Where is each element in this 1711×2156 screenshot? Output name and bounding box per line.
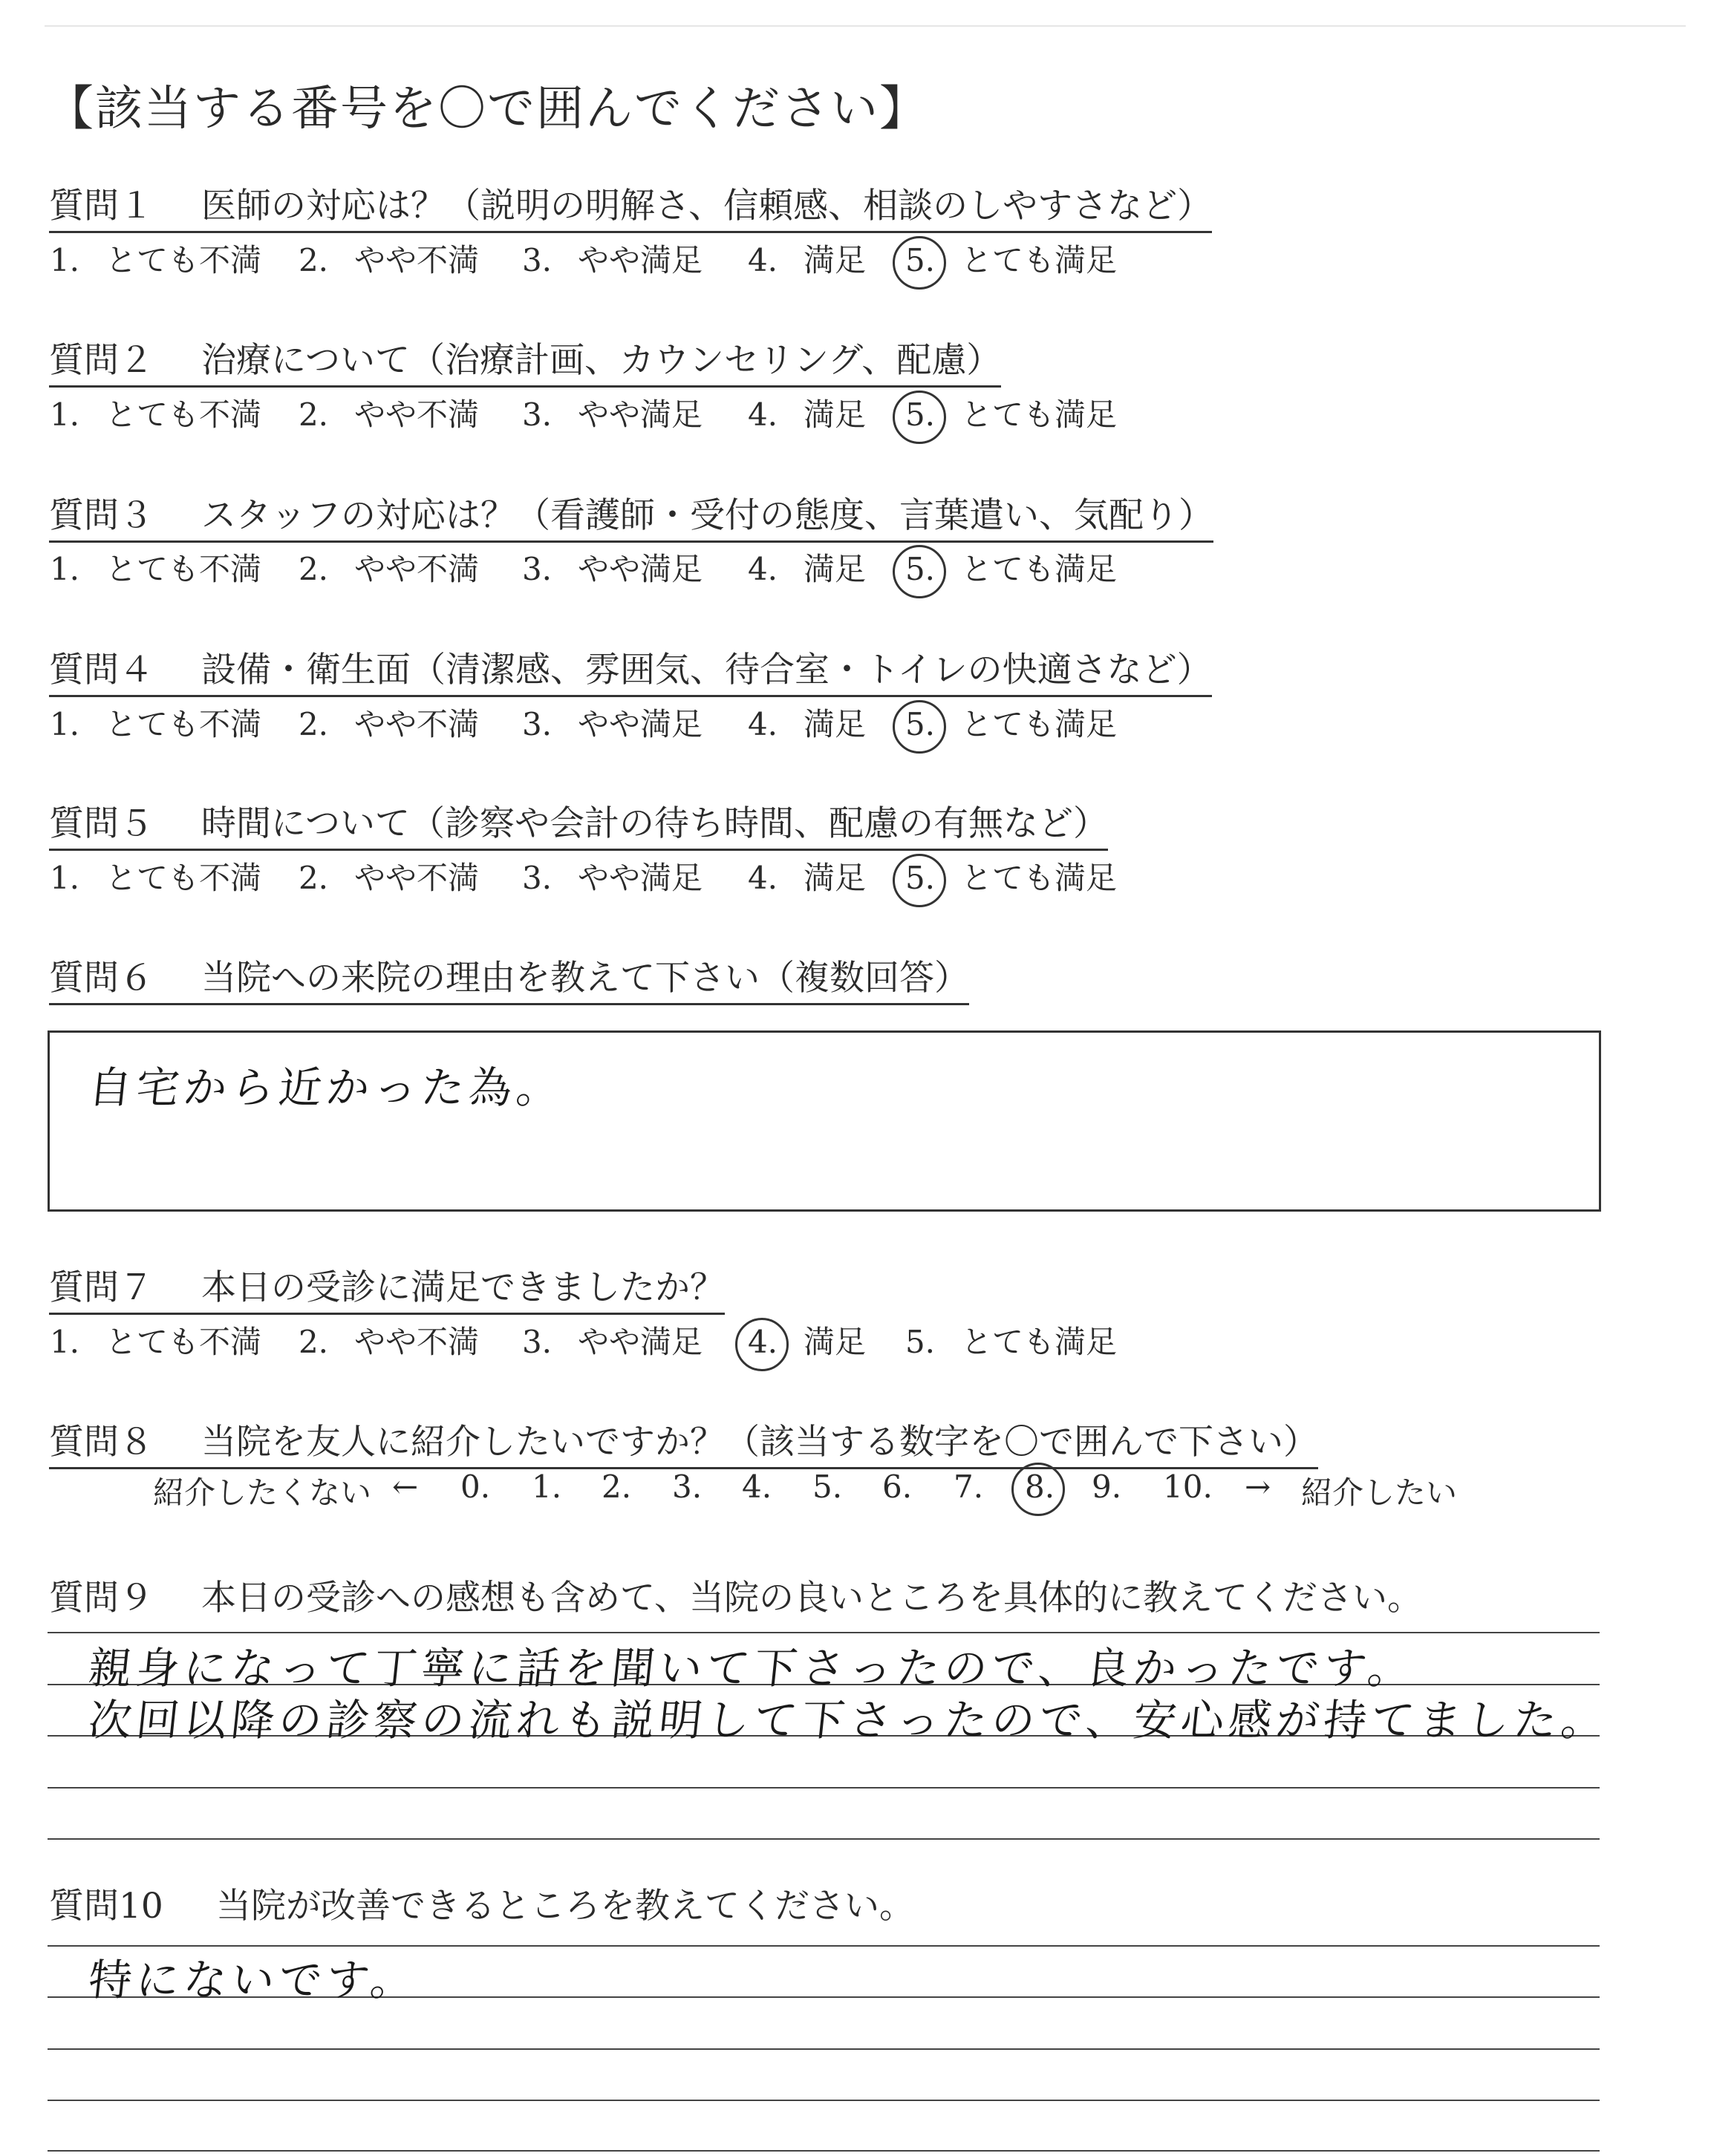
question-9: [49, 1570, 1422, 1623]
answer-line: [48, 1838, 1600, 1840]
option-4[interactable]: 4. 満足: [747, 551, 867, 587]
option-1[interactable]: 1. とても不満: [49, 551, 262, 587]
question-text: 本日の受診に満足できましたか？: [201, 1267, 725, 1308]
option-2[interactable]: 2. やや不満: [298, 242, 480, 278]
question-number: 質問８: [49, 1422, 154, 1463]
question-number: 質問４: [49, 650, 154, 690]
selected-circle: 5.: [905, 551, 936, 587]
top-border: [45, 25, 1686, 27]
handwritten-answer-q6: 自宅から近かった為。: [85, 1062, 567, 1113]
option-1[interactable]: 1. とても不満: [49, 860, 262, 896]
answer-line: [48, 1787, 1600, 1788]
answer-line: [48, 2048, 1600, 2050]
option-1[interactable]: 1. とても不満: [49, 1324, 262, 1360]
question-5: [49, 796, 1108, 851]
question-number: 質問10: [49, 1886, 163, 1927]
option-4[interactable]: 4. 満足: [747, 242, 867, 278]
question-text: 当院が改善できるところを教えてください。: [216, 1886, 914, 1927]
option-1[interactable]: 1. とても不満: [49, 706, 262, 742]
scale-option-3[interactable]: 3.: [672, 1469, 703, 1505]
question-number: 質問５: [49, 803, 154, 844]
question-2: [49, 333, 1001, 388]
question-7: [49, 1260, 725, 1315]
question-number: 質問６: [49, 958, 154, 999]
question-1: [49, 178, 1212, 233]
handwritten-answer-q9-line2: 次回以降の診察の流れも説明して下さったので、安心感が持てました。: [85, 1695, 1611, 1745]
scale-option-10[interactable]: 10.: [1163, 1469, 1213, 1505]
question-text: 時間について（診察や会計の待ち時間、配慮の有無など）: [201, 803, 1109, 844]
scale-option-6[interactable]: 6.: [882, 1469, 913, 1505]
option-2[interactable]: 2. やや不満: [298, 396, 480, 433]
recommend-scale[interactable]: [0, 1469, 1711, 1513]
scale-option-2[interactable]: 2.: [602, 1469, 632, 1505]
selected-circle: 5.: [905, 242, 936, 278]
scale-option-4[interactable]: 4.: [742, 1469, 772, 1505]
question-text: 設備・衛生面（清潔感、雰囲気、待合室・トイレの快適さなど）: [201, 650, 1212, 690]
selected-circle: 5.: [905, 706, 936, 742]
selected-circle: 4.: [747, 1324, 778, 1360]
question-10: [49, 1878, 914, 1931]
scale-option-8-selected[interactable]: 8.: [1025, 1469, 1055, 1505]
question-number: 質問２: [49, 340, 154, 381]
question-text: スタッフの対応は？（看護師・受付の態度、言葉遣い、気配り）: [201, 495, 1213, 536]
option-5[interactable]: 5. とても満足: [905, 551, 1118, 587]
question-number: 質問７: [49, 1267, 154, 1308]
question-6: [49, 950, 969, 1005]
option-3[interactable]: 3. やや満足: [521, 396, 703, 433]
option-4[interactable]: 4. 満足: [747, 706, 867, 742]
question-number: 質問１: [49, 186, 154, 226]
scale-option-9[interactable]: 9.: [1092, 1469, 1122, 1505]
question-text: 当院を友人に紹介したいですか？（該当する数字を〇で囲んで下さい）: [201, 1422, 1318, 1463]
option-1[interactable]: 1. とても不満: [49, 242, 262, 278]
right-arrow-icon: →: [1245, 1469, 1271, 1505]
option-5[interactable]: 5. とても満足: [905, 242, 1118, 278]
option-5[interactable]: 5. とても満足: [905, 1324, 1118, 1360]
option-4[interactable]: 4. 満足: [747, 860, 867, 896]
handwritten-answer-q9-line1: 親身になって丁寧に話を聞いて下さったので、良かったです。: [85, 1643, 1418, 1693]
page-title: 【該当する番号を〇で囲んでください】: [46, 82, 928, 137]
option-4[interactable]: 4. 満足: [747, 1324, 867, 1360]
question-4: [49, 642, 1212, 697]
option-3[interactable]: 3. やや満足: [521, 1324, 703, 1360]
option-3[interactable]: 3. やや満足: [521, 242, 703, 278]
question-text: 当院への来院の理由を教えて下さい（複数回答）: [201, 958, 969, 999]
selected-circle: 5.: [905, 396, 936, 433]
scale-option-0[interactable]: 0.: [460, 1469, 491, 1505]
option-2[interactable]: 2. やや不満: [298, 706, 480, 742]
answer-line: [48, 2150, 1600, 2152]
option-5[interactable]: 5. とても満足: [905, 860, 1118, 896]
handwritten-answer-q10: 特にないです。: [85, 1955, 421, 2005]
option-4[interactable]: 4. 満足: [747, 396, 867, 433]
question-8: [49, 1414, 1318, 1469]
option-5[interactable]: 5. とても満足: [905, 706, 1118, 742]
question-text: 治療について（治療計画、カウンセリング、配慮）: [201, 340, 1002, 381]
selected-circle: 5.: [905, 860, 936, 896]
question-number: 質問３: [49, 495, 154, 536]
option-2[interactable]: 2. やや不満: [298, 1324, 480, 1360]
left-arrow-icon: ←: [392, 1469, 419, 1505]
option-1[interactable]: 1. とても不満: [49, 396, 262, 433]
option-2[interactable]: 2. やや不満: [298, 860, 480, 896]
option-5[interactable]: 5. とても満足: [905, 396, 1118, 433]
question-text: 本日の受診への感想も含めて、当院の良いところを具体的に教えてください。: [201, 1578, 1423, 1618]
scale-right-label: 紹介したい: [1301, 1474, 1458, 1511]
question-text: 医師の対応は？（説明の明解さ、信頼感、相談のしやすさなど）: [201, 186, 1213, 226]
scale-left-label: 紹介したくない: [153, 1474, 372, 1511]
option-2[interactable]: 2. やや不満: [298, 551, 480, 587]
answer-line: [48, 2100, 1600, 2101]
scale-option-1[interactable]: 1.: [532, 1469, 562, 1505]
scale-option-5[interactable]: 5.: [812, 1469, 843, 1505]
option-3[interactable]: 3. やや満足: [521, 551, 703, 587]
question-3: [49, 488, 1213, 543]
option-3[interactable]: 3. やや満足: [521, 860, 703, 896]
option-3[interactable]: 3. やや満足: [521, 706, 703, 742]
question-number: 質問９: [49, 1578, 154, 1618]
scale-option-7[interactable]: 7.: [954, 1469, 984, 1505]
